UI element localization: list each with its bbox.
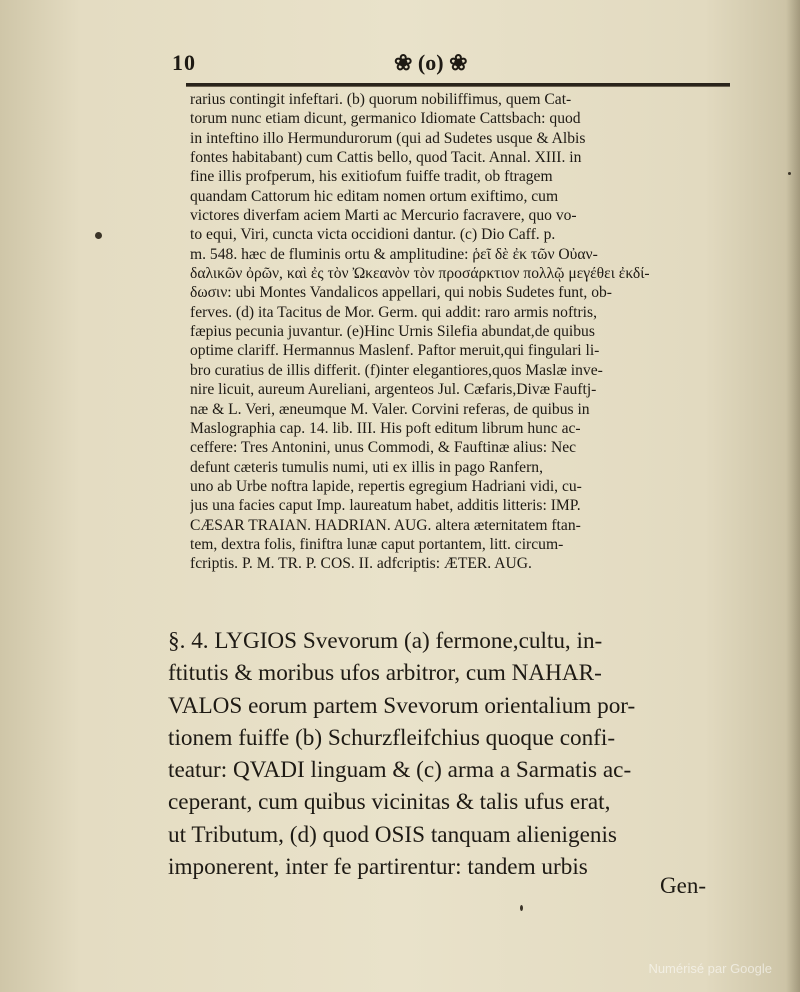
footnotes-block: [190, 90, 730, 574]
footnote-line: victores diverfam aciem Marti ac Mercurio facravere, quo vo-: [190, 207, 577, 225]
footnote-line: m. 548. hæc de fluminis ortu & amplitudine: ῥεῖ δὲ ἐκ τῶν Οὐαν-: [190, 245, 598, 263]
footnote-line: quandam Cattorum hic editam nomen ortum exiftimo, cum: [190, 187, 559, 205]
main-text-block: [168, 625, 738, 883]
page-edge-shadow: [786, 0, 800, 992]
footnote-line: fine illis profperum, his exitiofum fuiffe tradit, ob ftragem: [190, 168, 553, 186]
footnote-line: fæpius pecunia juvantur. (e)Hinc Urnis Silefia abundat,de quibus: [190, 323, 595, 341]
page-number: 10: [172, 50, 196, 75]
footnote-line-greek: δαλικῶν ὀρῶν, καὶ ἐς τὸν Ὠκεανὸν τὸν προσάρκτιον πολλῷ μεγέθει ἐκδί-: [190, 265, 650, 283]
main-text-line: ut Tributum, (d) quod OSIS tanquam alienigenis: [168, 821, 617, 848]
ink-speck: [788, 172, 791, 175]
footnote-line: to equi, Viri, cuncta victa occidioni dantur. (c) Dio Caff. p.: [190, 226, 556, 244]
footnote-line: bro curatius de illis differit. (f)inter elegantiores,quos Maslæ inve-: [190, 361, 603, 379]
main-text-line: imponerent, inter fe partirentur: tandem urbis: [168, 854, 588, 881]
footnote-line: fontes habitabant) cum Cattis bello, quod Tacit. Annal. XIII. in: [190, 149, 582, 167]
main-text-line: tionem fuiffe (b) Schurzfleifchius quoque confi-: [168, 724, 616, 751]
footnote-line: fcriptis. P. M. TR. P. COS. II. adfcriptis: ÆTER. AUG.: [190, 555, 532, 573]
footnote-line: torum nunc etiam dicunt, germanico Idiomate Cattsbach: quod: [190, 110, 581, 128]
footnote-line: in inteftino illo Hermundurorum (qui ad Sudetes usque & Albis: [190, 129, 586, 147]
footnote-line: Maslographia cap. 14. lib. III. His poft editum librum hunc ac-: [190, 419, 581, 437]
digitization-watermark: Numérisé par Google: [648, 961, 772, 976]
main-text-line: teatur: QVADI linguam & (c) arma a Sarmatis ac-: [168, 757, 632, 784]
running-head-ornament: ❀ (o) ❀: [394, 50, 468, 75]
footnote-line: ferves. (d) ita Tacitus de Mor. Germ. qui addit: raro armis noftris,: [190, 303, 597, 321]
main-text-line: ceperant, cum quibus vicinitas & talis ufus erat,: [168, 789, 611, 816]
header-rule: [186, 83, 730, 87]
footnote-line: uno ab Urbe noftra lapide, repertis egregium Hadriani vidi, cu-: [190, 477, 582, 495]
footnote-line: ceffere: Tres Antonini, unus Commodi, & Fauftinæ alius: Nec: [190, 439, 577, 457]
catchword: Gen-: [660, 873, 706, 898]
footnote-line: CÆSAR TRAIAN. HADRIAN. AUG. altera æternitatem ftan-: [190, 516, 581, 534]
footnote-line: δωσιν: ubi Montes Vandalicos appellari, qui nobis Sudetes funt, ob-: [190, 284, 613, 302]
main-text-line: VALOS eorum partem Svevorum orientalium por-: [168, 692, 636, 719]
footnote-line: defunt cæteris tumulis numi, uti ex illis in pago Ranfern,: [190, 458, 543, 476]
footnote-line: jus una facies caput Imp. laureatum habet, additis litteris: IMP.: [190, 497, 581, 515]
main-text-line: ftitutis & moribus ufos arbitror, cum NAHAR-: [168, 660, 602, 687]
footnote-line: rarius contingit infeftari. (b) quorum nobiliffimus, quem Cat-: [190, 91, 572, 108]
ink-speck: [520, 905, 523, 911]
footnote-line: tem, dextra folis, finiftra lunæ caput portantem, litt. circum-: [190, 535, 564, 553]
footnote-line: næ & L. Veri, æneumque M. Valer. Corvini referas, de quibus in: [190, 400, 590, 418]
footnote-line: nire licuit, aureum Aureliani, argenteos Jul. Cæfaris,Divæ Fauftj-: [190, 381, 597, 399]
footnote-line: optime clariff. Hermannus Maslenf. Paftor meruit,qui fingulari li-: [190, 342, 600, 360]
main-text-line: §. 4. LYGIOS Svevorum (a) fermone,cultu, in-: [168, 628, 603, 654]
page-header: [172, 50, 732, 78]
ink-speck: [95, 232, 102, 239]
